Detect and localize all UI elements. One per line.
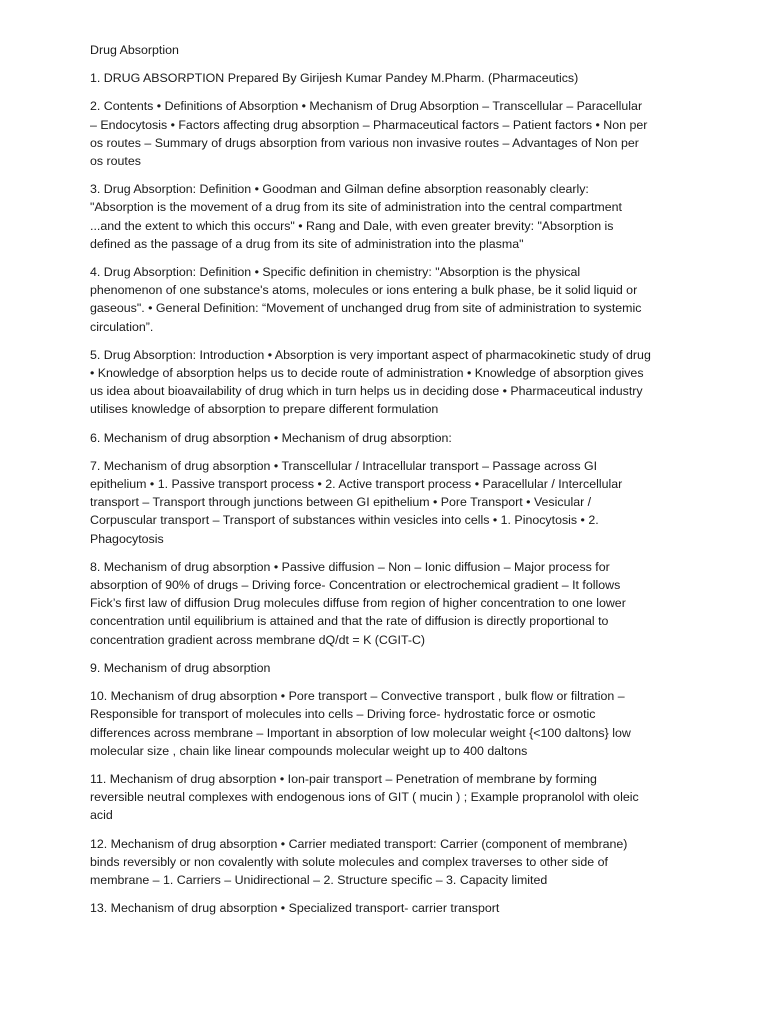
document-title: Drug Absorption bbox=[90, 43, 179, 57]
paragraph-12: 12. Mechanism of drug absorption • Carrier mediated transport: Carrier (component of membrane) binds reversibly or non covalently with solute molecules and complex traverses to other side of membrane – 1. Carriers – Unidirectional – 2. Structure specific – 3. Capacity limited bbox=[90, 836, 628, 887]
paragraph-5: 5. Drug Absorption: Introduction • Absorption is very important aspect of pharmacokinetic study of drug • Knowledge of absorption helps us to decide route of administration • Knowledge of absorption gives us idea about bioavailability of drug which in turn helps us in deciding dose • Pharmaceutical industry utilises knowledge of absorption to prepare different formulation bbox=[90, 347, 651, 417]
paragraph-1: 1. DRUG ABSORPTION Prepared By Girijesh Kumar Pandey M.Pharm. (Pharmaceutics) bbox=[90, 71, 579, 86]
paragraph-4: 4. Drug Absorption: Definition • Specific definition in chemistry: "Absorption is the physical phenomenon of one substance's atoms, molecules or ions entering a bulk phase, be it solid liquid or gaseous". • General Definition: “Movement of unchanged drug from site of administration to systemic circulation”. bbox=[90, 265, 642, 334]
paragraph-10: 10. Mechanism of drug absorption • Pore transport – Convective transport , bulk flow or filtration – Responsible for transport of molecules into cells – Driving force- hydrostatic force or osmotic differences across membrane – Important in absorption of low molecular weight {<100 daltons} low molecular size , chain like linear compounds molecular weight up to 400 daltons bbox=[90, 689, 631, 758]
paragraph-13: 13. Mechanism of drug absorption • Specialized transport- carrier transport bbox=[90, 901, 500, 916]
paragraph-8: 8. Mechanism of drug absorption • Passive diffusion – Non – Ionic diffusion – Major process for absorption of 90% of drugs – Driving force- Concentration or electrochemical gradient – It follows Fick’s first law of diffusion Drug molecules diffuse from region of higher concentration to one lower concentration until equilibrium is attained and that the rate of diffusion is directly proportional to concentration gradient across membrane dQ/dt = K (CGIT-C) bbox=[90, 559, 626, 647]
paragraph-9: 9. Mechanism of drug absorption bbox=[90, 660, 271, 675]
paragraph-11: 11. Mechanism of drug absorption • Ion-pair transport – Penetration of membrane by forming reversible neutral complexes with endogenous ions of GIT ( mucin ) ; Example propranolol with oleic acid bbox=[90, 771, 639, 823]
paragraph-3: 3. Drug Absorption: Definition • Goodman and Gilman define absorption reasonably clearly: "Absorption is the movement of a drug from its site of administration into the central compartment ...and the extent to which this occurs" • Rang and Dale, with even greater brevity: "Absorption is defined as the passage of a drug from its site of administration into the plasma" bbox=[90, 182, 622, 251]
paragraph-2: 2. Contents • Definitions of Absorption • Mechanism of Drug Absorption – Transcellular – Paracellular – Endocytosis • Factors affecting drug absorption – Pharmaceutical factors – Patient factors • Non per os routes – Summary of drugs absorption from various non invasive routes – Advantages of Non per os routes bbox=[90, 99, 648, 169]
paragraph-7: 7. Mechanism of drug absorption • Transcellular / Intracellular transport – Passage across GI epithelium • 1. Passive transport process • 2. Active transport process • Paracellular / Intercellular transport – Transport through junctions between GI epithelium • Pore Transport • Vesicular / Corpuscular transport – Transport of substances within vesicles into cells • 1. Pinocytosis • 2. Phagocytosis bbox=[90, 458, 623, 546]
paragraph-6: 6. Mechanism of drug absorption • Mechanism of drug absorption: bbox=[90, 430, 452, 445]
